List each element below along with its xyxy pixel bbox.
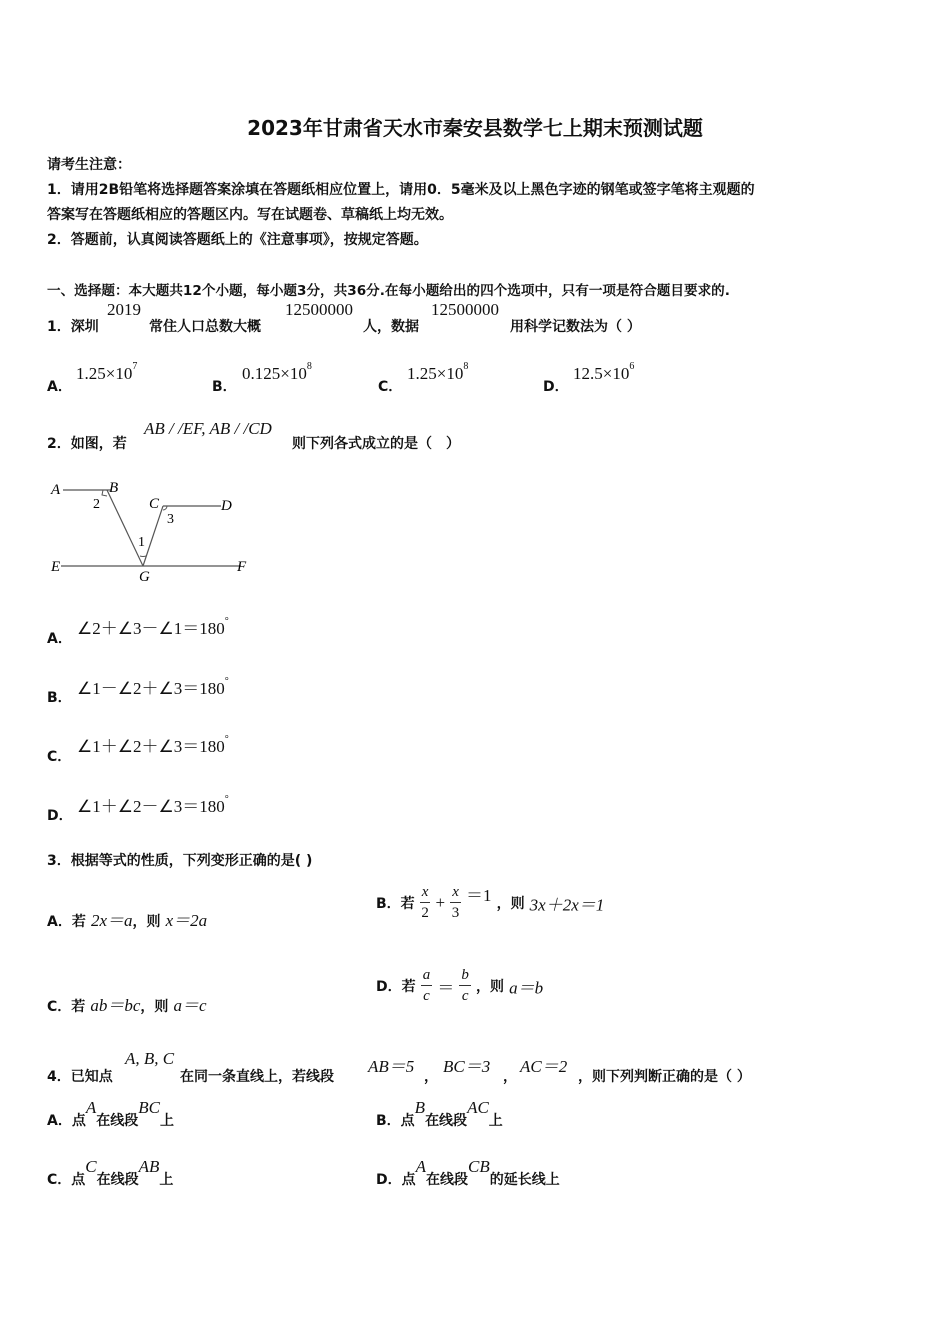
q1-option-b-value: $0.125\times 10^8$ [242,361,312,383]
q4-points: A, B, C [125,1049,175,1068]
label-f: F [237,559,247,575]
q1-text-3: 用科学记数法为（ ） [510,319,641,335]
label-e: E [51,559,61,575]
q1-option-d-label[interactable]: D． [543,379,569,395]
notice-line-3: 2．答题前，认真阅读答题纸上的《注意事项》，按规定答题。 [47,232,428,248]
q4-option-d[interactable]: D．点A在线段CB的延长线上 [376,1157,560,1188]
label-angle-2: 2 [93,497,100,512]
notice-line-2: 答案写在答题纸相应的答题区内。写在试题卷、草稿纸上均无效。 [47,207,453,223]
q1-math-num-2: 12500000 [431,300,499,319]
q2-option-a-expr: ∠2＋∠3－∠1＝180° [77,616,229,638]
q3-option-a[interactable]: A．若 2x＝a，则 x＝2a [47,911,208,930]
q1-math-year: 2019 [107,300,141,319]
q2-condition: AB / /EF, AB / /CD [144,419,272,438]
notice-line-1: 1．请用2B铅笔将选择题答案涂填在答题纸相应位置上，请用0．5毫米及以上黑色字迹的钢笔或签字笔将主观题的 [47,182,755,198]
label-angle-3: 3 [167,512,174,527]
q3-option-d[interactable]: D．若 $\frac{a}{c}$ ＝ $\frac{b}{c}$ ，则 a＝b [376,967,544,1004]
angle-1-mark [140,556,146,557]
q2-option-b-label[interactable]: B． [47,690,72,706]
q3-stem: 3．根据等式的性质，下列变形正确的是( ) [47,853,313,869]
q4-bc: BC＝3 [443,1057,491,1076]
q2-number: 2．如图，若 [47,436,127,452]
q1-text-1: 常住人口总数大概 [149,319,261,335]
line-gc [143,506,163,566]
q3-option-b[interactable]: B．若 $\frac{x}{2}$ + $\frac{x}{3}$ ＝1 ，则 3x＋2x＝1 [376,884,605,921]
q1-math-num-1: 12500000 [285,300,353,319]
q4-text-2: ，则下列判断正确的是（ ） [578,1069,751,1085]
q1-text-2: 人，数据 [363,319,419,335]
q1-option-a-label[interactable]: A． [47,379,72,395]
q4-text-1: 在同一条直线上，若线段 [180,1069,334,1085]
label-a: A [51,482,61,498]
q1-option-c-label[interactable]: C． [378,379,403,395]
label-angle-1: 1 [138,535,145,550]
angle-3-mark [163,506,167,510]
notice-heading: 请考生注意： [47,157,131,173]
label-g: G [139,569,150,584]
q2-option-d-label[interactable]: D． [47,808,73,824]
q4-option-a[interactable]: A．点A在线段BC上 [47,1098,174,1129]
q2-tail: 则下列各式成立的是（ ） [292,436,460,452]
label-d: D [221,498,232,514]
q1-option-c-value: $1.25\times 10^8$ [407,361,469,383]
q1-number: 1．深圳 [47,319,99,335]
q3-option-c[interactable]: C．若 ab＝bc，则 a＝c [47,996,207,1015]
label-b: B [109,480,119,496]
section-heading: 一、选择题：本大题共12个小题，每小题3分，共36分.在每小题给出的四个选项中，只有一项是符合题目要求的. [47,283,730,299]
q2-option-b-expr: ∠1－∠2＋∠3＝180° [77,676,229,698]
q2-option-a-label[interactable]: A． [47,631,72,647]
q2-option-d-expr: ∠1＋∠2－∠3＝180° [77,794,229,816]
q1-option-b-label[interactable]: B． [212,379,237,395]
label-c: C [149,496,160,512]
angle-2-mark [102,490,107,496]
q2-option-c-expr: ∠1＋∠2＋∠3＝180° [77,734,229,756]
q1-option-a-value: $1.25\times 10^7$ [76,361,138,383]
q4-ac: AC＝2 [520,1057,568,1076]
q1-option-d-value: $12.5\times 10^6$ [573,361,635,383]
q4-option-b[interactable]: B．点B在线段AC上 [376,1098,503,1129]
q4-ab: AB＝5 [368,1057,415,1076]
q4-option-c[interactable]: C．点C在线段AB上 [47,1157,174,1188]
q4-sep-1: ， [424,1069,438,1085]
page-title: 2023年甘肃省天水市秦安县数学七上期末预测试题 [247,116,703,140]
line-bg [107,490,143,566]
q2-option-c-label[interactable]: C． [47,749,72,765]
q2-figure [45,474,260,584]
q4-sep-2: ， [503,1069,517,1085]
q4-number: 4．已知点 [47,1069,113,1085]
